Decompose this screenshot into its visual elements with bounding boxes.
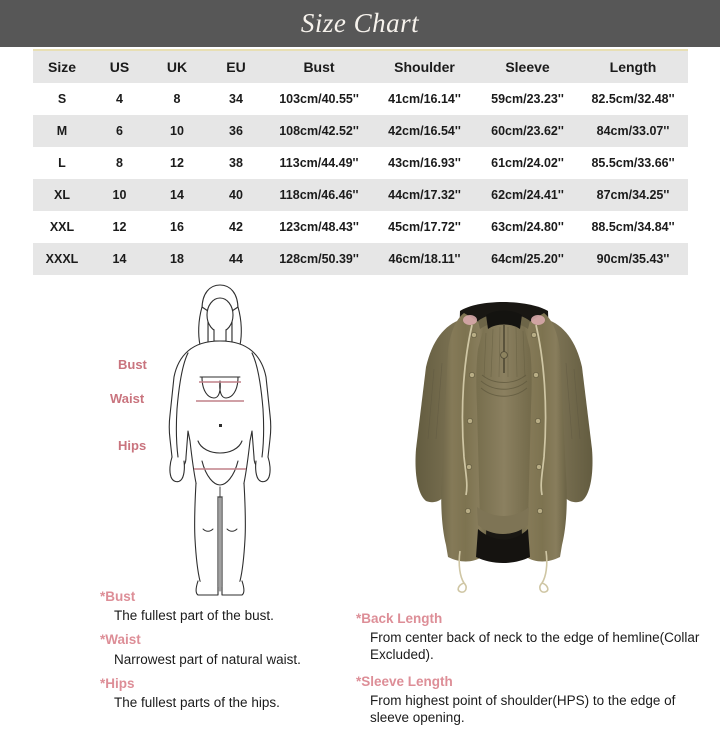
cell-length: 90cm/35.43''	[596, 252, 670, 266]
cell-sleeve: 59cm/23.23''	[491, 92, 564, 106]
table-row	[33, 83, 688, 115]
figure-label-bust: Bust	[118, 357, 147, 372]
note-desc-waist: Narrowest part of natural waist.	[114, 651, 301, 667]
note-term-hips: *Hips	[100, 675, 135, 691]
table-row	[33, 211, 688, 243]
note-desc-hips: The fullest parts of the hips.	[114, 695, 280, 711]
table-row	[33, 243, 688, 275]
cell-bust: 128cm/50.39''	[279, 252, 359, 266]
table-row	[33, 115, 688, 147]
note-term-bust: *Bust	[100, 589, 136, 604]
note-desc-sleeve-length: From highest point of shoulder(HPS) to the edge of sleeve opening.	[370, 692, 676, 726]
cell-uk: 16	[170, 220, 184, 234]
table-row	[33, 179, 688, 211]
cell-size: XL	[54, 188, 70, 202]
column-header-length: Length	[609, 59, 657, 75]
cell-length: 85.5cm/33.66''	[591, 156, 675, 170]
cell-eu: 38	[229, 156, 243, 170]
cell-size: XXXL	[45, 252, 79, 266]
cell-us: 14	[112, 252, 127, 266]
column-header-sleeve: Sleeve	[505, 59, 550, 75]
cell-us: 8	[116, 156, 123, 170]
cell-us: 6	[116, 124, 123, 138]
cell-size: XXL	[49, 220, 75, 234]
column-header-uk: UK	[166, 59, 188, 75]
cell-shoulder: 45cm/17.72''	[388, 220, 461, 234]
cell-uk: 14	[170, 188, 184, 202]
column-header-us: US	[109, 59, 130, 75]
cell-sleeve: 62cm/24.41''	[491, 188, 564, 202]
cell-us: 10	[112, 188, 127, 202]
table-header-row	[33, 51, 688, 83]
cell-size: L	[58, 156, 66, 170]
cell-shoulder: 46cm/18.11''	[388, 252, 461, 266]
size-table-container	[33, 49, 688, 275]
cell-eu: 36	[229, 124, 243, 138]
cell-eu: 42	[229, 220, 243, 234]
cell-uk: 10	[170, 124, 184, 138]
cell-uk: 18	[170, 252, 184, 266]
cell-length: 88.5cm/34.84''	[591, 220, 675, 234]
figure-label-hips: Hips	[118, 438, 147, 453]
measurement-notes-right	[356, 610, 706, 734]
size-chart-table	[33, 51, 688, 275]
cell-length: 87cm/34.25''	[596, 188, 670, 202]
cell-bust: 103cm/40.55''	[279, 92, 359, 106]
cell-bust: 108cm/42.52''	[279, 124, 359, 138]
body-diagram-panel	[110, 281, 360, 601]
cell-uk: 12	[170, 156, 184, 170]
page-title: Size Chart	[300, 8, 420, 38]
illustration-area	[0, 281, 720, 601]
measurement-notes-left	[100, 588, 350, 718]
page-header	[0, 0, 720, 47]
cell-eu: 40	[229, 188, 243, 202]
cell-length: 82.5cm/32.48''	[591, 92, 675, 106]
note-desc-bust: The fullest part of the bust.	[114, 608, 274, 624]
table-row	[33, 147, 688, 179]
note-term-back-length: *Back Length	[356, 611, 443, 626]
cell-bust: 118cm/46.46''	[279, 188, 359, 202]
cell-sleeve: 60cm/23.62''	[491, 124, 564, 138]
cell-sleeve: 61cm/24.02''	[491, 156, 564, 170]
cell-length: 84cm/33.07''	[596, 124, 670, 138]
cell-shoulder: 41cm/16.14''	[388, 92, 461, 106]
cell-shoulder: 44cm/17.32''	[388, 188, 461, 202]
figure-label-waist: Waist	[110, 391, 145, 406]
note-term-waist: *Waist	[100, 632, 141, 648]
column-header-size: Size	[47, 59, 76, 75]
column-header-bust: Bust	[303, 59, 335, 75]
cell-us: 12	[112, 220, 127, 234]
cell-size: M	[56, 124, 68, 138]
cell-bust: 123cm/48.43''	[279, 220, 359, 234]
note-desc-back-length: From center back of neck to the edge of hemline(Collar Excluded).	[370, 630, 700, 663]
cell-shoulder: 43cm/16.93''	[388, 156, 461, 170]
parka-jacket-illustration	[398, 289, 608, 594]
cell-eu: 44	[229, 252, 243, 266]
column-header-shoulder: Shoulder	[394, 59, 455, 75]
product-photo-parka	[398, 289, 608, 594]
cell-size: S	[57, 92, 67, 106]
cell-us: 4	[116, 92, 123, 106]
cell-shoulder: 42cm/16.54''	[388, 124, 461, 138]
cell-bust: 113cm/44.49''	[279, 156, 359, 170]
cell-eu: 34	[229, 92, 243, 106]
cell-sleeve: 64cm/25.20''	[491, 252, 564, 266]
female-body-figure-icon	[110, 281, 360, 601]
cell-sleeve: 63cm/24.80''	[491, 220, 564, 234]
note-term-sleeve-length: *Sleeve Length	[356, 673, 453, 689]
column-header-eu: EU	[226, 59, 246, 75]
cell-uk: 8	[173, 92, 181, 106]
